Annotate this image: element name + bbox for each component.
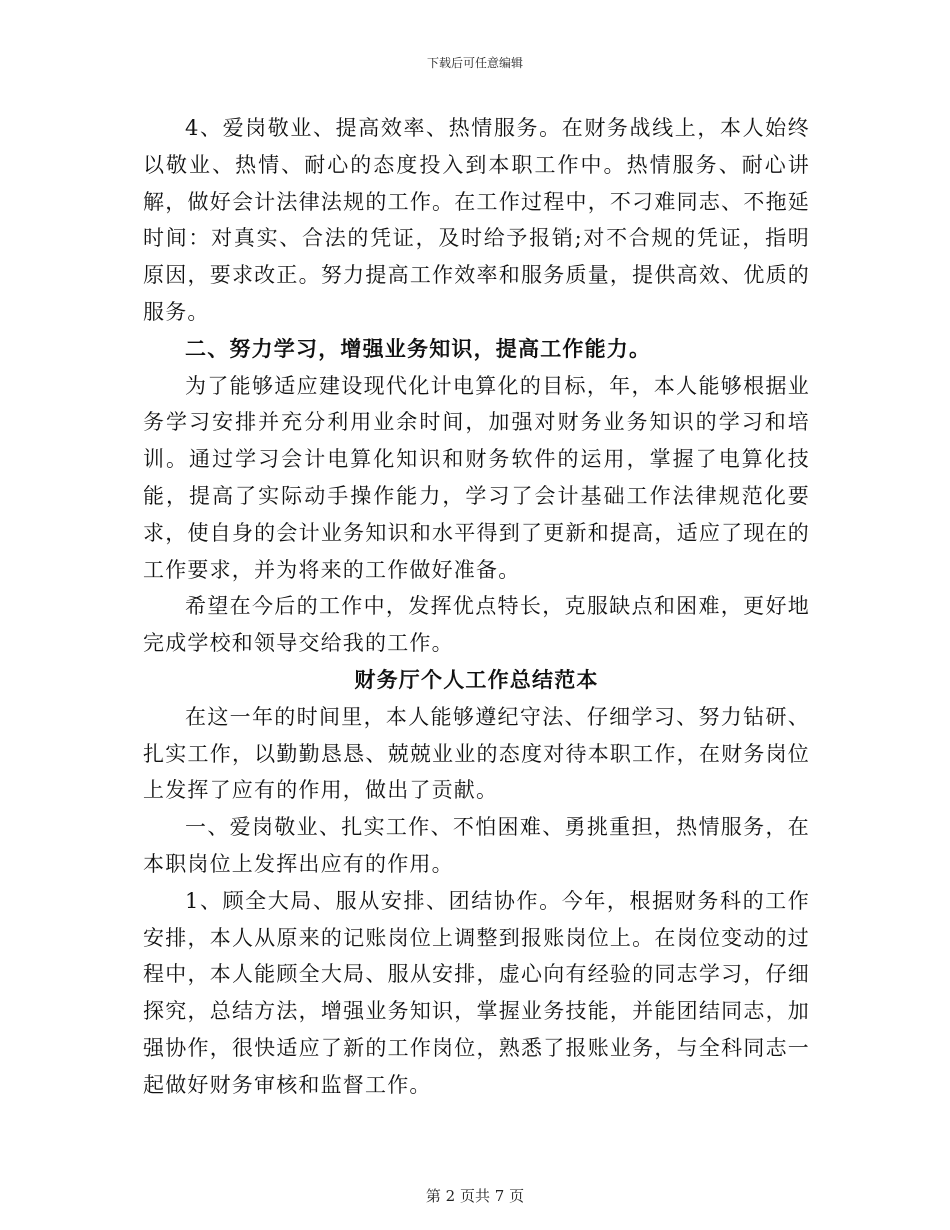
paragraph-overall-situation: 1、顾全大局、服从安排、团结协作。今年，根据财务科的工作安排，本人从原来的记账岗位上调整到报账岗位上。在岗位变动的过程中，本人能顾全大局、服从安排，虚心向有经验的同志学习，仔细探究，总结方法，增强业务知识，掌握业务技能，并能团结同志，加强协作，很快适应了新的工作岗位，熟悉了报账业务，与全科同志一起做好财务审核和监督工作。 (143, 888, 810, 1097)
paragraph-hope: 希望在今后的工作中，发挥优点特长，克服缺点和困难，更好地完成学校和领导交给我的工作。 (143, 594, 810, 656)
page-number-footer: 第 2 页共 7 页 (425, 1187, 525, 1205)
document-body (143, 110, 810, 1104)
paragraph-intro: 在这一年的时间里，本人能够遵纪守法、仔细学习、努力钻研、扎实工作，以勤勤恳恳、兢兢业业的态度对待本职工作，在财务岗位上发挥了应有的作用，做出了贡献。 (143, 704, 810, 803)
document-title: 财务厅个人工作总结范本 (354, 666, 599, 692)
section-heading-study: 二、努力学习，增强业务知识，提高工作能力。 (185, 335, 652, 361)
paragraph-study: 为了能够适应建设现代化计电算化的目标，年，本人能够根据业务学习安排并充分利用业余时间，加强对财务业务知识的学习和培训。通过学习会计电算化知识和财务软件的运用，掌握了电算化技能，提高了实际动手操作能力，学习了会计基础工作法律规范化要求，使自身的会计业务知识和水平得到了更新和提高，适应了现在的工作要求，并为将来的工作做好准备。 (143, 373, 810, 582)
paragraph-section-one: 一、爱岗敬业、扎实工作、不怕困难、勇挑重担，热情服务，在本职岗位上发挥出应有的作用。 (143, 815, 810, 876)
page-header: 下载后可任意编辑 (426, 56, 523, 70)
paragraph-efficiency-service: 4、爱岗敬业、提高效率、热情服务。在财务战线上，本人始终以敬业、热情、耐心的态度投入到本职工作中。热情服务、耐心讲解，做好会计法律法规的工作。在工作过程中，不刁难同志、不拖延时间：对真实、合法的凭证，及时给予报销;对不合规的凭证，指明原因，要求改正。努力提高工作效率和服务质量，提供高效、优质的服务。 (143, 116, 810, 324)
